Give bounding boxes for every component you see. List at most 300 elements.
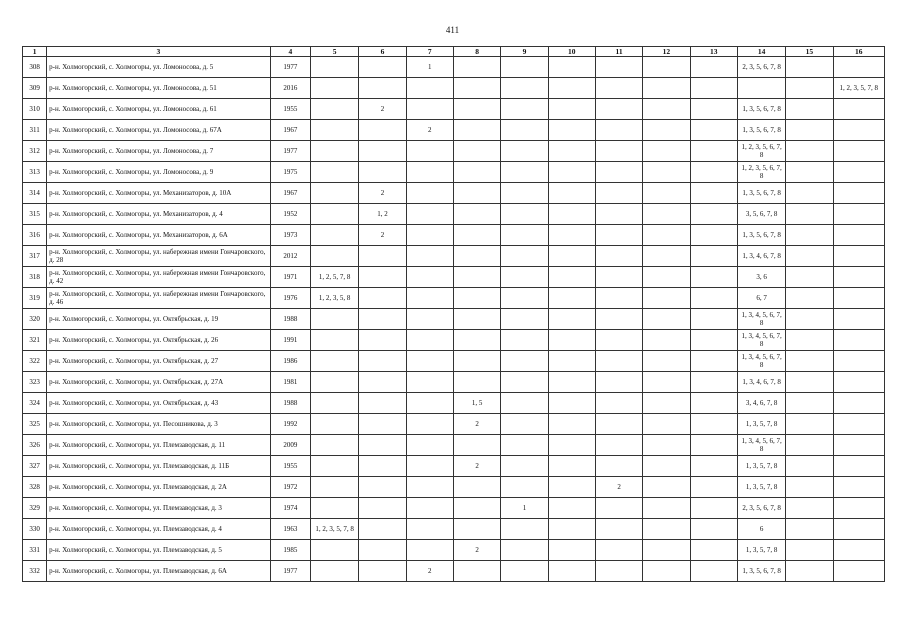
column-header-15: 15	[786, 47, 833, 57]
cell-col-16	[833, 225, 884, 246]
cell-col-8	[453, 519, 500, 540]
column-header-6: 6	[359, 47, 406, 57]
address-cell: р-н. Холмогорский, с. Холмогоры, ул. Ломоносова, д. 5	[47, 57, 271, 78]
address-cell: р-н. Холмогорский, с. Холмогоры, ул. Октябрьская, д. 27	[47, 351, 271, 372]
cell-col-4: 1952	[270, 204, 310, 225]
table-row	[23, 414, 885, 435]
cell-col-13	[690, 330, 737, 351]
cell-col-5: 1, 2, 3, 5, 7, 8	[310, 519, 358, 540]
table-row	[23, 78, 885, 99]
cell-col-6	[359, 561, 406, 582]
cell-col-13	[690, 183, 737, 204]
cell-col-10	[548, 267, 595, 288]
cell-col-10	[548, 435, 595, 456]
table-row	[23, 372, 885, 393]
cell-col-12	[643, 351, 690, 372]
cell-col-5	[310, 78, 358, 99]
cell-col-10	[548, 351, 595, 372]
table-row	[23, 330, 885, 351]
cell-col-8	[453, 57, 500, 78]
cell-col-12	[643, 540, 690, 561]
row-number-cell: 319	[23, 288, 47, 309]
cell-col-15	[786, 99, 833, 120]
cell-col-9	[501, 393, 548, 414]
address-cell: р-н. Холмогорский, с. Холмогоры, ул. Ломоносова, д. 51	[47, 78, 271, 99]
address-cell: р-н. Холмогорский, с. Холмогоры, ул. Ломоносова, д. 61	[47, 99, 271, 120]
cell-col-12	[643, 78, 690, 99]
cell-col-8: 2	[453, 456, 500, 477]
address-cell: р-н. Холмогорский, с. Холмогоры, ул. Ломоносова, д. 9	[47, 162, 271, 183]
cell-col-10	[548, 414, 595, 435]
cell-col-16	[833, 141, 884, 162]
housing-register-table	[22, 46, 885, 582]
column-header-3: 3	[47, 47, 271, 57]
address-cell: р-н. Холмогорский, с. Холмогоры, ул. набережная имени Гончаровского, д. 46	[47, 288, 271, 309]
cell-col-11	[595, 561, 642, 582]
cell-col-15	[786, 309, 833, 330]
cell-col-5	[310, 351, 358, 372]
cell-col-11	[595, 351, 642, 372]
table-row	[23, 99, 885, 120]
cell-col-4: 1967	[270, 183, 310, 204]
table-row	[23, 141, 885, 162]
table-row	[23, 162, 885, 183]
cell-col-6	[359, 414, 406, 435]
cell-col-4: 1985	[270, 540, 310, 561]
cell-col-9	[501, 57, 548, 78]
cell-col-6	[359, 78, 406, 99]
page-number: 411	[445, 25, 460, 35]
cell-col-5: 1, 2, 3, 5, 8	[310, 288, 358, 309]
table-row	[23, 477, 885, 498]
cell-col-14	[737, 78, 785, 99]
row-number-cell: 331	[23, 540, 47, 561]
cell-col-16	[833, 99, 884, 120]
row-number-cell: 309	[23, 78, 47, 99]
cell-col-15	[786, 372, 833, 393]
row-number-cell: 316	[23, 225, 47, 246]
cell-col-11	[595, 288, 642, 309]
cell-col-7	[406, 99, 453, 120]
cell-col-4: 1976	[270, 288, 310, 309]
column-header-8: 8	[453, 47, 500, 57]
cell-col-4: 1992	[270, 414, 310, 435]
cell-col-10	[548, 120, 595, 141]
cell-col-7	[406, 225, 453, 246]
row-number-cell: 325	[23, 414, 47, 435]
cell-col-4: 1988	[270, 309, 310, 330]
cell-col-7	[406, 393, 453, 414]
cell-col-15	[786, 435, 833, 456]
cell-col-8	[453, 99, 500, 120]
row-number-cell: 328	[23, 477, 47, 498]
cell-col-13	[690, 519, 737, 540]
cell-col-13	[690, 162, 737, 183]
column-header-13: 13	[690, 47, 737, 57]
cell-col-14: 1, 3, 4, 5, 6, 7, 8	[737, 309, 785, 330]
cell-col-9	[501, 477, 548, 498]
cell-col-13	[690, 372, 737, 393]
cell-col-15	[786, 288, 833, 309]
cell-col-16	[833, 456, 884, 477]
cell-col-12	[643, 372, 690, 393]
cell-col-14: 1, 3, 4, 6, 7, 8	[737, 246, 785, 267]
cell-col-5	[310, 246, 358, 267]
cell-col-14: 1, 3, 5, 7, 8	[737, 477, 785, 498]
cell-col-8	[453, 78, 500, 99]
cell-col-9	[501, 561, 548, 582]
cell-col-13	[690, 204, 737, 225]
cell-col-8	[453, 435, 500, 456]
cell-col-11	[595, 57, 642, 78]
address-cell: р-н. Холмогорский, с. Холмогоры, ул. Племзаводская, д. 11Б	[47, 456, 271, 477]
cell-col-15	[786, 330, 833, 351]
cell-col-8	[453, 162, 500, 183]
cell-col-7	[406, 288, 453, 309]
table-row	[23, 456, 885, 477]
header-row	[23, 47, 885, 57]
address-cell: р-н. Холмогорский, с. Холмогоры, ул. Песошникова, д. 3	[47, 414, 271, 435]
column-header-10: 10	[548, 47, 595, 57]
cell-col-16	[833, 288, 884, 309]
cell-col-15	[786, 183, 833, 204]
cell-col-12	[643, 498, 690, 519]
address-cell: р-н. Холмогорский, с. Холмогоры, ул. Механизаторов, д. 4	[47, 204, 271, 225]
cell-col-15	[786, 456, 833, 477]
cell-col-13	[690, 498, 737, 519]
cell-col-11	[595, 225, 642, 246]
cell-col-5	[310, 435, 358, 456]
address-cell: р-н. Холмогорский, с. Холмогоры, ул. Племзаводская, д. 5	[47, 540, 271, 561]
cell-col-13	[690, 393, 737, 414]
cell-col-9	[501, 225, 548, 246]
table-row	[23, 246, 885, 267]
cell-col-9	[501, 309, 548, 330]
cell-col-13	[690, 540, 737, 561]
column-header-1: 1	[23, 47, 47, 57]
cell-col-13	[690, 351, 737, 372]
cell-col-7	[406, 435, 453, 456]
cell-col-4: 1972	[270, 477, 310, 498]
row-number-cell: 323	[23, 372, 47, 393]
cell-col-16	[833, 414, 884, 435]
cell-col-16	[833, 330, 884, 351]
cell-col-16	[833, 57, 884, 78]
address-cell: р-н. Холмогорский, с. Холмогоры, ул. набережная имени Гончаровского, д. 42	[47, 267, 271, 288]
cell-col-16	[833, 435, 884, 456]
cell-col-8	[453, 351, 500, 372]
cell-col-5	[310, 372, 358, 393]
cell-col-6: 1, 2	[359, 204, 406, 225]
cell-col-4: 2009	[270, 435, 310, 456]
cell-col-16	[833, 477, 884, 498]
cell-col-4: 1981	[270, 372, 310, 393]
cell-col-8	[453, 498, 500, 519]
cell-col-12	[643, 141, 690, 162]
cell-col-9	[501, 246, 548, 267]
cell-col-16	[833, 267, 884, 288]
cell-col-14: 3, 4, 6, 7, 8	[737, 393, 785, 414]
cell-col-8	[453, 561, 500, 582]
cell-col-9	[501, 204, 548, 225]
cell-col-9	[501, 162, 548, 183]
cell-col-13	[690, 477, 737, 498]
cell-col-10	[548, 519, 595, 540]
cell-col-10	[548, 78, 595, 99]
cell-col-11	[595, 372, 642, 393]
cell-col-14: 3, 5, 6, 7, 8	[737, 204, 785, 225]
cell-col-10	[548, 57, 595, 78]
cell-col-7	[406, 477, 453, 498]
cell-col-15	[786, 78, 833, 99]
cell-col-12	[643, 162, 690, 183]
cell-col-11	[595, 414, 642, 435]
address-cell: р-н. Холмогорский, с. Холмогоры, ул. Племзаводская, д. 11	[47, 435, 271, 456]
cell-col-16	[833, 519, 884, 540]
row-number-cell: 332	[23, 561, 47, 582]
cell-col-16	[833, 204, 884, 225]
cell-col-12	[643, 519, 690, 540]
cell-col-6	[359, 519, 406, 540]
cell-col-16	[833, 183, 884, 204]
cell-col-7: 2	[406, 561, 453, 582]
cell-col-13	[690, 120, 737, 141]
cell-col-15	[786, 393, 833, 414]
column-header-16: 16	[833, 47, 884, 57]
address-cell: р-н. Холмогорский, с. Холмогоры, ул. Племзаводская, д. 2А	[47, 477, 271, 498]
cell-col-15	[786, 498, 833, 519]
table-row	[23, 288, 885, 309]
cell-col-5	[310, 120, 358, 141]
table-row	[23, 519, 885, 540]
cell-col-11	[595, 204, 642, 225]
cell-col-8: 2	[453, 540, 500, 561]
cell-col-4: 2012	[270, 246, 310, 267]
cell-col-15	[786, 120, 833, 141]
cell-col-12	[643, 561, 690, 582]
cell-col-16	[833, 561, 884, 582]
cell-col-14: 1, 3, 4, 5, 6, 7, 8	[737, 351, 785, 372]
cell-col-9	[501, 540, 548, 561]
cell-col-10	[548, 330, 595, 351]
cell-col-14: 1, 3, 5, 7, 8	[737, 540, 785, 561]
table-row	[23, 183, 885, 204]
cell-col-5	[310, 162, 358, 183]
cell-col-11	[595, 246, 642, 267]
cell-col-10	[548, 309, 595, 330]
cell-col-9	[501, 78, 548, 99]
address-cell: р-н. Холмогорский, с. Холмогоры, ул. Племзаводская, д. 3	[47, 498, 271, 519]
cell-col-12	[643, 477, 690, 498]
cell-col-8	[453, 288, 500, 309]
cell-col-12	[643, 456, 690, 477]
cell-col-11	[595, 267, 642, 288]
cell-col-4: 1967	[270, 120, 310, 141]
cell-col-14: 2, 3, 5, 6, 7, 8	[737, 498, 785, 519]
cell-col-6	[359, 456, 406, 477]
cell-col-9: 1	[501, 498, 548, 519]
address-cell: р-н. Холмогорский, с. Холмогоры, ул. Племзаводская, д. 6А	[47, 561, 271, 582]
cell-col-8	[453, 120, 500, 141]
cell-col-5: 1, 2, 5, 7, 8	[310, 267, 358, 288]
cell-col-16	[833, 351, 884, 372]
cell-col-8: 1, 5	[453, 393, 500, 414]
table-row	[23, 498, 885, 519]
cell-col-10	[548, 498, 595, 519]
row-number-cell: 314	[23, 183, 47, 204]
cell-col-10	[548, 183, 595, 204]
cell-col-4: 1975	[270, 162, 310, 183]
cell-col-14: 1, 3, 4, 6, 7, 8	[737, 372, 785, 393]
cell-col-6: 2	[359, 183, 406, 204]
cell-col-7	[406, 372, 453, 393]
cell-col-10	[548, 99, 595, 120]
cell-col-11	[595, 78, 642, 99]
cell-col-16	[833, 246, 884, 267]
column-header-9: 9	[501, 47, 548, 57]
cell-col-9	[501, 183, 548, 204]
cell-col-12	[643, 204, 690, 225]
cell-col-11	[595, 309, 642, 330]
cell-col-6: 2	[359, 225, 406, 246]
cell-col-12	[643, 414, 690, 435]
cell-col-15	[786, 57, 833, 78]
cell-col-9	[501, 99, 548, 120]
cell-col-9	[501, 519, 548, 540]
table-row	[23, 204, 885, 225]
cell-col-7	[406, 309, 453, 330]
cell-col-15	[786, 225, 833, 246]
cell-col-12	[643, 246, 690, 267]
row-number-cell: 310	[23, 99, 47, 120]
cell-col-10	[548, 246, 595, 267]
cell-col-5	[310, 225, 358, 246]
cell-col-4: 1973	[270, 225, 310, 246]
cell-col-12	[643, 309, 690, 330]
cell-col-9	[501, 120, 548, 141]
cell-col-16	[833, 372, 884, 393]
cell-col-8	[453, 204, 500, 225]
cell-col-7	[406, 351, 453, 372]
cell-col-9	[501, 288, 548, 309]
cell-col-13	[690, 246, 737, 267]
cell-col-6	[359, 141, 406, 162]
cell-col-12	[643, 99, 690, 120]
cell-col-8	[453, 246, 500, 267]
row-number-cell: 313	[23, 162, 47, 183]
cell-col-14: 1, 3, 5, 6, 7, 8	[737, 225, 785, 246]
cell-col-15	[786, 141, 833, 162]
cell-col-4: 1971	[270, 267, 310, 288]
row-number-cell: 327	[23, 456, 47, 477]
cell-col-12	[643, 330, 690, 351]
table-row	[23, 435, 885, 456]
cell-col-7	[406, 414, 453, 435]
cell-col-5	[310, 414, 358, 435]
cell-col-16	[833, 540, 884, 561]
address-cell: р-н. Холмогорский, с. Холмогоры, ул. Октябрьская, д. 43	[47, 393, 271, 414]
cell-col-5	[310, 57, 358, 78]
cell-col-7: 1	[406, 57, 453, 78]
column-header-12: 12	[643, 47, 690, 57]
cell-col-6	[359, 288, 406, 309]
cell-col-9	[501, 456, 548, 477]
cell-col-11: 2	[595, 477, 642, 498]
cell-col-8	[453, 225, 500, 246]
cell-col-12	[643, 393, 690, 414]
cell-col-16	[833, 120, 884, 141]
cell-col-5	[310, 183, 358, 204]
table-row	[23, 351, 885, 372]
address-cell: р-н. Холмогорский, с. Холмогоры, ул. Племзаводская, д. 4	[47, 519, 271, 540]
address-cell: р-н. Холмогорский, с. Холмогоры, ул. Октябрьская, д. 26	[47, 330, 271, 351]
cell-col-14: 1, 3, 4, 5, 6, 7, 8	[737, 435, 785, 456]
cell-col-4: 1991	[270, 330, 310, 351]
cell-col-8	[453, 372, 500, 393]
table-row	[23, 267, 885, 288]
cell-col-11	[595, 519, 642, 540]
cell-col-7	[406, 498, 453, 519]
cell-col-4: 1977	[270, 57, 310, 78]
cell-col-8	[453, 141, 500, 162]
cell-col-12	[643, 435, 690, 456]
row-number-cell: 324	[23, 393, 47, 414]
cell-col-11	[595, 99, 642, 120]
cell-col-6: 2	[359, 99, 406, 120]
cell-col-13	[690, 288, 737, 309]
cell-col-15	[786, 414, 833, 435]
cell-col-4: 1977	[270, 141, 310, 162]
cell-col-7	[406, 540, 453, 561]
cell-col-6	[359, 540, 406, 561]
cell-col-6	[359, 57, 406, 78]
cell-col-6	[359, 246, 406, 267]
cell-col-14: 1, 3, 5, 6, 7, 8	[737, 120, 785, 141]
cell-col-16	[833, 309, 884, 330]
cell-col-5	[310, 309, 358, 330]
cell-col-13	[690, 414, 737, 435]
cell-col-12	[643, 288, 690, 309]
row-number-cell: 322	[23, 351, 47, 372]
table-row	[23, 120, 885, 141]
cell-col-4: 1955	[270, 99, 310, 120]
cell-col-6	[359, 162, 406, 183]
cell-col-10	[548, 225, 595, 246]
cell-col-9	[501, 435, 548, 456]
cell-col-6	[359, 330, 406, 351]
cell-col-13	[690, 225, 737, 246]
cell-col-5	[310, 393, 358, 414]
address-cell: р-н. Холмогорский, с. Холмогоры, ул. Ломоносова, д. 67А	[47, 120, 271, 141]
row-number-cell: 321	[23, 330, 47, 351]
cell-col-6	[359, 372, 406, 393]
cell-col-15	[786, 267, 833, 288]
column-header-5: 5	[310, 47, 358, 57]
cell-col-15	[786, 561, 833, 582]
cell-col-7	[406, 246, 453, 267]
cell-col-6	[359, 309, 406, 330]
cell-col-5	[310, 141, 358, 162]
column-header-4: 4	[270, 47, 310, 57]
row-number-cell: 330	[23, 519, 47, 540]
cell-col-13	[690, 456, 737, 477]
address-cell: р-н. Холмогорский, с. Холмогоры, ул. набережная имени Гончаровского, д. 28	[47, 246, 271, 267]
cell-col-13	[690, 99, 737, 120]
cell-col-9	[501, 414, 548, 435]
row-number-cell: 308	[23, 57, 47, 78]
cell-col-7	[406, 267, 453, 288]
cell-col-7	[406, 204, 453, 225]
